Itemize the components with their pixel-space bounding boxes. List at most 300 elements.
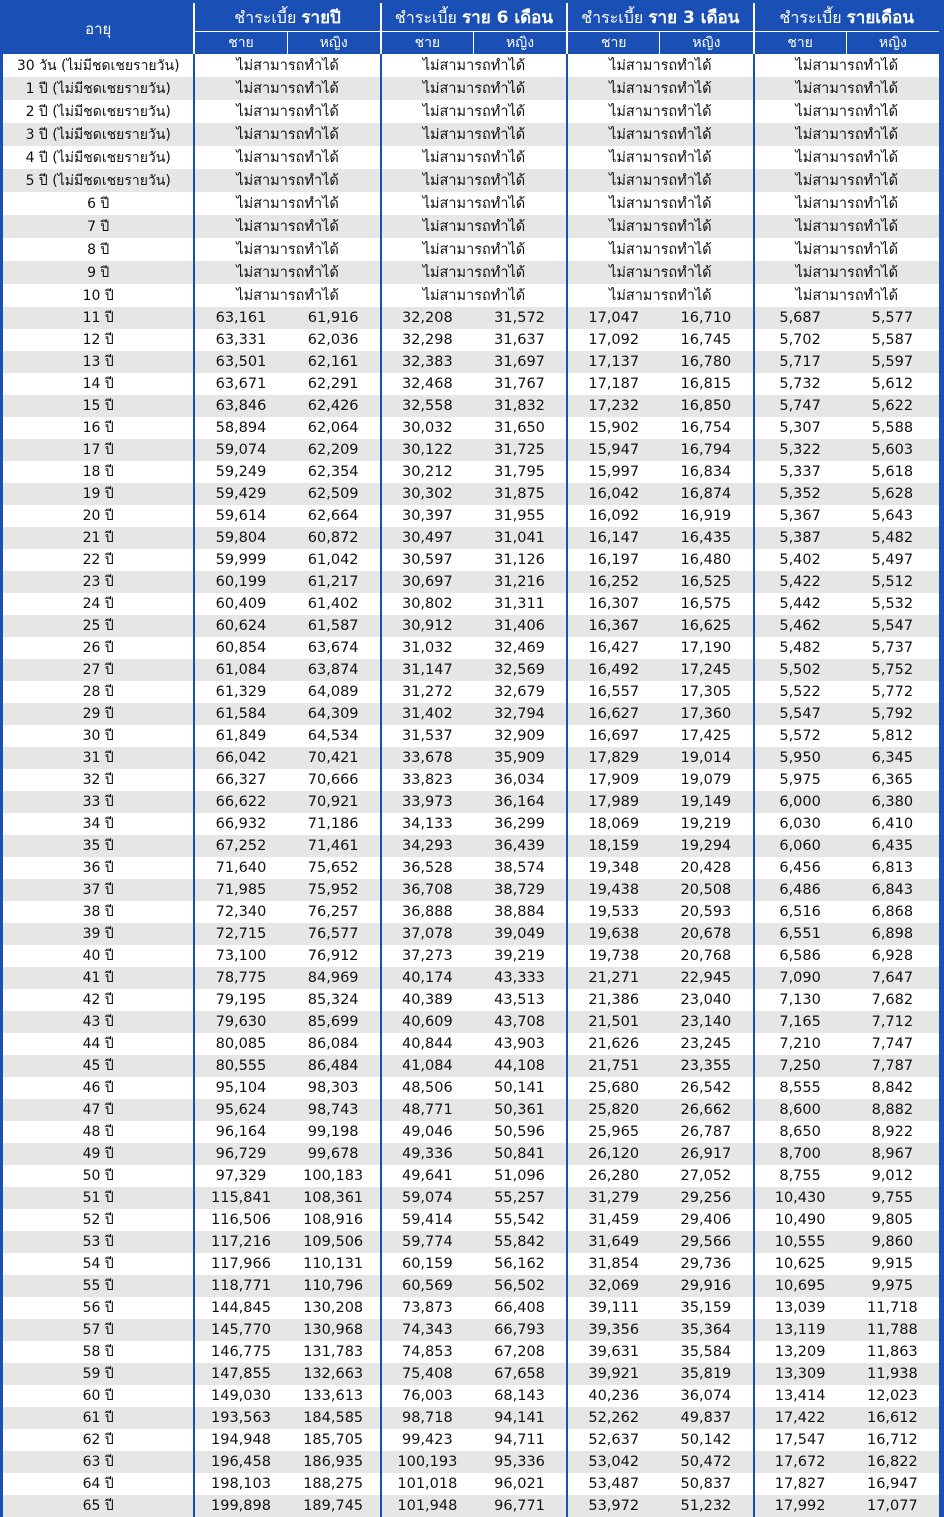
male-premium-cell: 16,492 bbox=[566, 659, 659, 681]
male-premium-cell: 21,626 bbox=[566, 1033, 659, 1055]
age-cell: 64 ปี bbox=[3, 1473, 193, 1495]
male-premium-cell: 95,104 bbox=[193, 1077, 286, 1099]
female-premium-cell: 43,333 bbox=[473, 967, 566, 989]
female-premium-cell: 31,650 bbox=[473, 417, 566, 439]
female-premium-cell: 26,787 bbox=[659, 1121, 752, 1143]
male-premium-cell: 5,402 bbox=[753, 549, 846, 571]
male-premium-cell: 61,584 bbox=[193, 703, 286, 725]
male-premium-cell: 30,397 bbox=[380, 505, 473, 527]
male-premium-cell: 30,302 bbox=[380, 483, 473, 505]
not-available-cell: ไม่สามารถทำได้ bbox=[380, 284, 566, 307]
age-cell: 14 ปี bbox=[3, 373, 193, 395]
table-row bbox=[3, 1033, 939, 1055]
male-premium-cell: 115,841 bbox=[193, 1187, 286, 1209]
age-cell: 21 ปี bbox=[3, 527, 193, 549]
age-cell: 44 ปี bbox=[3, 1033, 193, 1055]
male-premium-cell: 31,147 bbox=[380, 659, 473, 681]
male-premium-cell: 31,279 bbox=[566, 1187, 659, 1209]
female-premium-cell: 62,291 bbox=[287, 373, 380, 395]
age-cell: 7 ปี bbox=[3, 215, 193, 238]
female-premium-cell: 32,569 bbox=[473, 659, 566, 681]
female-premium-cell: 11,718 bbox=[846, 1297, 939, 1319]
female-premium-cell: 5,482 bbox=[846, 527, 939, 549]
age-cell: 12 ปี bbox=[3, 329, 193, 351]
female-premium-cell: 62,509 bbox=[287, 483, 380, 505]
male-premium-cell: 116,506 bbox=[193, 1209, 286, 1231]
table-body bbox=[3, 54, 939, 1517]
female-premium-cell: 38,574 bbox=[473, 857, 566, 879]
table-row bbox=[3, 417, 939, 439]
age-cell: 20 ปี bbox=[3, 505, 193, 527]
female-premium-cell: 94,141 bbox=[473, 1407, 566, 1429]
female-premium-cell: 16,754 bbox=[659, 417, 752, 439]
male-premium-cell: 36,528 bbox=[380, 857, 473, 879]
table-row bbox=[3, 1187, 939, 1209]
male-premium-cell: 17,992 bbox=[753, 1495, 846, 1517]
male-premium-cell: 79,630 bbox=[193, 1011, 286, 1033]
male-premium-cell: 13,119 bbox=[753, 1319, 846, 1341]
male-premium-cell: 74,343 bbox=[380, 1319, 473, 1341]
male-premium-cell: 5,547 bbox=[753, 703, 846, 725]
female-premium-cell: 6,898 bbox=[846, 923, 939, 945]
male-premium-cell: 80,555 bbox=[193, 1055, 286, 1077]
age-cell: 24 ปี bbox=[3, 593, 193, 615]
age-cell: 43 ปี bbox=[3, 1011, 193, 1033]
male-premium-cell: 99,423 bbox=[380, 1429, 473, 1451]
table-row bbox=[3, 77, 939, 100]
female-premium-cell: 130,208 bbox=[287, 1297, 380, 1319]
female-premium-cell: 26,917 bbox=[659, 1143, 752, 1165]
age-cell: 17 ปี bbox=[3, 439, 193, 461]
male-premium-cell: 19,438 bbox=[566, 879, 659, 901]
age-cell: 45 ปี bbox=[3, 1055, 193, 1077]
female-premium-cell: 110,131 bbox=[287, 1253, 380, 1275]
male-premium-cell: 60,159 bbox=[380, 1253, 473, 1275]
male-premium-cell: 17,232 bbox=[566, 395, 659, 417]
not-available-cell: ไม่สามารถทำได้ bbox=[566, 100, 752, 123]
not-available-cell: ไม่สามารถทำได้ bbox=[753, 77, 939, 100]
age-cell: 50 ปี bbox=[3, 1165, 193, 1187]
male-premium-cell: 16,627 bbox=[566, 703, 659, 725]
female-premium-cell: 5,512 bbox=[846, 571, 939, 593]
female-premium-cell: 17,245 bbox=[659, 659, 752, 681]
pay-prefix: ชำระเบี้ย bbox=[394, 7, 457, 27]
female-premium-cell: 50,472 bbox=[659, 1451, 752, 1473]
male-premium-cell: 40,389 bbox=[380, 989, 473, 1011]
table-row bbox=[3, 215, 939, 238]
table-row bbox=[3, 307, 939, 329]
male-premium-cell: 101,018 bbox=[380, 1473, 473, 1495]
female-premium-cell: 66,793 bbox=[473, 1319, 566, 1341]
female-premium-cell: 6,843 bbox=[846, 879, 939, 901]
male-premium-cell: 19,348 bbox=[566, 857, 659, 879]
male-premium-cell: 60,199 bbox=[193, 571, 286, 593]
female-premium-cell: 75,952 bbox=[287, 879, 380, 901]
male-premium-cell: 80,085 bbox=[193, 1033, 286, 1055]
female-premium-cell: 50,841 bbox=[473, 1143, 566, 1165]
female-premium-cell: 70,921 bbox=[287, 791, 380, 813]
age-cell: 11 ปี bbox=[3, 307, 193, 329]
female-premium-cell: 6,345 bbox=[846, 747, 939, 769]
male-premium-cell: 59,429 bbox=[193, 483, 286, 505]
male-premium-cell: 5,502 bbox=[753, 659, 846, 681]
female-premium-cell: 16,612 bbox=[846, 1407, 939, 1429]
not-available-cell: ไม่สามารถทำได้ bbox=[193, 238, 379, 261]
male-premium-cell: 6,516 bbox=[753, 901, 846, 923]
male-premium-cell: 53,487 bbox=[566, 1473, 659, 1495]
female-premium-cell: 17,360 bbox=[659, 703, 752, 725]
male-premium-cell: 6,030 bbox=[753, 813, 846, 835]
female-premium-cell: 9,975 bbox=[846, 1275, 939, 1297]
age-cell: 42 ปี bbox=[3, 989, 193, 1011]
table-row bbox=[3, 703, 939, 725]
male-premium-cell: 21,751 bbox=[566, 1055, 659, 1077]
male-premium-cell: 17,909 bbox=[566, 769, 659, 791]
female-premium-cell: 5,772 bbox=[846, 681, 939, 703]
age-cell: 41 ปี bbox=[3, 967, 193, 989]
age-cell: 49 ปี bbox=[3, 1143, 193, 1165]
female-premium-cell: 16,815 bbox=[659, 373, 752, 395]
table-row bbox=[3, 857, 939, 879]
table-row bbox=[3, 1429, 939, 1451]
male-premium-cell: 31,272 bbox=[380, 681, 473, 703]
female-premium-cell: 108,361 bbox=[287, 1187, 380, 1209]
age-cell: 13 ปี bbox=[3, 351, 193, 373]
table-row bbox=[3, 238, 939, 261]
male-premium-cell: 7,165 bbox=[753, 1011, 846, 1033]
table-header bbox=[3, 3, 939, 54]
female-premium-cell: 16,710 bbox=[659, 307, 752, 329]
male-premium-cell: 19,533 bbox=[566, 901, 659, 923]
female-premium-cell: 62,209 bbox=[287, 439, 380, 461]
male-premium-cell: 21,271 bbox=[566, 967, 659, 989]
table-row bbox=[3, 1253, 939, 1275]
male-premium-cell: 61,084 bbox=[193, 659, 286, 681]
table-row bbox=[3, 637, 939, 659]
male-premium-cell: 73,873 bbox=[380, 1297, 473, 1319]
age-cell: 37 ปี bbox=[3, 879, 193, 901]
female-premium-cell: 31,311 bbox=[473, 593, 566, 615]
male-premium-cell: 6,456 bbox=[753, 857, 846, 879]
female-premium-cell: 71,186 bbox=[287, 813, 380, 835]
female-premium-cell: 95,336 bbox=[473, 1451, 566, 1473]
male-premium-cell: 25,680 bbox=[566, 1077, 659, 1099]
male-premium-cell: 8,650 bbox=[753, 1121, 846, 1143]
female-premium-cell: 63,674 bbox=[287, 637, 380, 659]
male-premium-cell: 66,327 bbox=[193, 769, 286, 791]
female-premium-cell: 5,597 bbox=[846, 351, 939, 373]
female-premium-cell: 61,042 bbox=[287, 549, 380, 571]
male-premium-cell: 16,197 bbox=[566, 549, 659, 571]
table-row bbox=[3, 1231, 939, 1253]
female-premium-cell: 19,014 bbox=[659, 747, 752, 769]
table-row bbox=[3, 461, 939, 483]
age-cell: 61 ปี bbox=[3, 1407, 193, 1429]
female-premium-cell: 9,915 bbox=[846, 1253, 939, 1275]
group-header-quarterly bbox=[566, 3, 752, 32]
male-premium-cell: 97,329 bbox=[193, 1165, 286, 1187]
male-premium-cell: 49,336 bbox=[380, 1143, 473, 1165]
group-header-semiannual bbox=[380, 3, 566, 32]
female-premium-cell: 11,863 bbox=[846, 1341, 939, 1363]
female-premium-cell: 55,542 bbox=[473, 1209, 566, 1231]
not-available-cell: ไม่สามารถทำได้ bbox=[566, 146, 752, 169]
male-premium-cell: 30,697 bbox=[380, 571, 473, 593]
table-row bbox=[3, 1011, 939, 1033]
table-row bbox=[3, 593, 939, 615]
male-premium-cell: 71,985 bbox=[193, 879, 286, 901]
female-premium-cell: 20,768 bbox=[659, 945, 752, 967]
female-premium-cell: 5,643 bbox=[846, 505, 939, 527]
female-premium-cell: 31,955 bbox=[473, 505, 566, 527]
age-cell: 51 ปี bbox=[3, 1187, 193, 1209]
age-cell: 8 ปี bbox=[3, 238, 193, 261]
male-premium-cell: 198,103 bbox=[193, 1473, 286, 1495]
male-premium-cell: 17,547 bbox=[753, 1429, 846, 1451]
male-premium-cell: 52,262 bbox=[566, 1407, 659, 1429]
age-cell: 2 ปี (ไม่มีชดเชยรายวัน) bbox=[3, 100, 193, 123]
female-premium-cell: 32,469 bbox=[473, 637, 566, 659]
female-premium-cell: 9,805 bbox=[846, 1209, 939, 1231]
age-cell: 36 ปี bbox=[3, 857, 193, 879]
group-header-annual bbox=[193, 3, 379, 32]
male-premium-cell: 8,600 bbox=[753, 1099, 846, 1121]
male-premium-cell: 32,069 bbox=[566, 1275, 659, 1297]
table-row bbox=[3, 725, 939, 747]
table-row bbox=[3, 1055, 939, 1077]
male-premium-cell: 101,948 bbox=[380, 1495, 473, 1517]
male-premium-cell: 17,092 bbox=[566, 329, 659, 351]
male-premium-cell: 5,387 bbox=[753, 527, 846, 549]
not-available-cell: ไม่สามารถทำได้ bbox=[380, 215, 566, 238]
male-premium-cell: 5,687 bbox=[753, 307, 846, 329]
female-premium-cell: 32,679 bbox=[473, 681, 566, 703]
male-premium-cell: 10,555 bbox=[753, 1231, 846, 1253]
not-available-cell: ไม่สามารถทำได้ bbox=[566, 123, 752, 146]
male-premium-cell: 145,770 bbox=[193, 1319, 286, 1341]
female-premium-cell: 67,208 bbox=[473, 1341, 566, 1363]
female-premium-cell: 17,190 bbox=[659, 637, 752, 659]
female-premium-cell: 20,678 bbox=[659, 923, 752, 945]
male-premium-cell: 30,597 bbox=[380, 549, 473, 571]
female-premium-cell: 5,737 bbox=[846, 637, 939, 659]
male-header: ชาย bbox=[753, 32, 846, 54]
female-premium-cell: 5,618 bbox=[846, 461, 939, 483]
male-premium-cell: 26,120 bbox=[566, 1143, 659, 1165]
group-header-monthly bbox=[753, 3, 939, 32]
female-premium-cell: 31,126 bbox=[473, 549, 566, 571]
table-row bbox=[3, 505, 939, 527]
male-premium-cell: 30,497 bbox=[380, 527, 473, 549]
female-premium-cell: 68,143 bbox=[473, 1385, 566, 1407]
male-premium-cell: 30,802 bbox=[380, 593, 473, 615]
male-premium-cell: 76,003 bbox=[380, 1385, 473, 1407]
male-premium-cell: 33,823 bbox=[380, 769, 473, 791]
not-available-cell: ไม่สามารถทำได้ bbox=[753, 123, 939, 146]
male-premium-cell: 17,827 bbox=[753, 1473, 846, 1495]
male-premium-cell: 13,309 bbox=[753, 1363, 846, 1385]
pay-prefix: ชำระเบี้ย bbox=[581, 7, 644, 27]
female-premium-cell: 35,159 bbox=[659, 1297, 752, 1319]
female-premium-cell: 9,012 bbox=[846, 1165, 939, 1187]
age-cell: 53 ปี bbox=[3, 1231, 193, 1253]
male-premium-cell: 7,250 bbox=[753, 1055, 846, 1077]
female-premium-cell: 31,697 bbox=[473, 351, 566, 373]
age-cell: 27 ปี bbox=[3, 659, 193, 681]
male-premium-cell: 5,442 bbox=[753, 593, 846, 615]
female-header: หญิง bbox=[473, 32, 566, 54]
female-premium-cell: 16,947 bbox=[846, 1473, 939, 1495]
male-premium-cell: 5,732 bbox=[753, 373, 846, 395]
male-premium-cell: 16,697 bbox=[566, 725, 659, 747]
male-premium-cell: 199,898 bbox=[193, 1495, 286, 1517]
male-premium-cell: 39,356 bbox=[566, 1319, 659, 1341]
female-premium-cell: 5,628 bbox=[846, 483, 939, 505]
table-row bbox=[3, 1165, 939, 1187]
female-premium-cell: 23,140 bbox=[659, 1011, 752, 1033]
female-premium-cell: 63,874 bbox=[287, 659, 380, 681]
table-row bbox=[3, 261, 939, 284]
female-premium-cell: 56,502 bbox=[473, 1275, 566, 1297]
male-premium-cell: 16,427 bbox=[566, 637, 659, 659]
table-row bbox=[3, 54, 939, 77]
age-cell: 4 ปี (ไม่มีชดเชยรายวัน) bbox=[3, 146, 193, 169]
male-premium-cell: 40,174 bbox=[380, 967, 473, 989]
male-premium-cell: 8,700 bbox=[753, 1143, 846, 1165]
age-cell: 56 ปี bbox=[3, 1297, 193, 1319]
male-premium-cell: 10,625 bbox=[753, 1253, 846, 1275]
female-premium-cell: 31,875 bbox=[473, 483, 566, 505]
not-available-cell: ไม่สามารถทำได้ bbox=[566, 54, 752, 77]
male-premium-cell: 5,950 bbox=[753, 747, 846, 769]
table-row bbox=[3, 1143, 939, 1165]
female-premium-cell: 31,406 bbox=[473, 615, 566, 637]
male-premium-cell: 10,695 bbox=[753, 1275, 846, 1297]
male-premium-cell: 5,422 bbox=[753, 571, 846, 593]
female-premium-cell: 62,664 bbox=[287, 505, 380, 527]
male-premium-cell: 73,100 bbox=[193, 945, 286, 967]
female-premium-cell: 50,142 bbox=[659, 1429, 752, 1451]
female-premium-cell: 5,497 bbox=[846, 549, 939, 571]
male-premium-cell: 17,047 bbox=[566, 307, 659, 329]
female-premium-cell: 31,216 bbox=[473, 571, 566, 593]
male-premium-cell: 5,307 bbox=[753, 417, 846, 439]
male-premium-cell: 10,430 bbox=[753, 1187, 846, 1209]
table-row bbox=[3, 483, 939, 505]
male-premium-cell: 74,853 bbox=[380, 1341, 473, 1363]
table-row bbox=[3, 1407, 939, 1429]
age-cell: 19 ปี bbox=[3, 483, 193, 505]
male-premium-cell: 5,322 bbox=[753, 439, 846, 461]
male-premium-cell: 98,718 bbox=[380, 1407, 473, 1429]
female-premium-cell: 16,525 bbox=[659, 571, 752, 593]
male-premium-cell: 6,060 bbox=[753, 835, 846, 857]
male-premium-cell: 34,293 bbox=[380, 835, 473, 857]
table-row bbox=[3, 923, 939, 945]
age-cell: 10 ปี bbox=[3, 284, 193, 307]
not-available-cell: ไม่สามารถทำได้ bbox=[753, 169, 939, 192]
female-premium-cell: 8,842 bbox=[846, 1077, 939, 1099]
female-premium-cell: 29,566 bbox=[659, 1231, 752, 1253]
male-premium-cell: 79,195 bbox=[193, 989, 286, 1011]
table-row bbox=[3, 1363, 939, 1385]
age-cell: 32 ปี bbox=[3, 769, 193, 791]
male-premium-cell: 53,042 bbox=[566, 1451, 659, 1473]
male-premium-cell: 17,137 bbox=[566, 351, 659, 373]
table-row bbox=[3, 1385, 939, 1407]
not-available-cell: ไม่สามารถทำได้ bbox=[753, 100, 939, 123]
age-cell: 40 ปี bbox=[3, 945, 193, 967]
table-row bbox=[3, 1341, 939, 1363]
male-premium-cell: 30,032 bbox=[380, 417, 473, 439]
female-premium-cell: 131,783 bbox=[287, 1341, 380, 1363]
not-available-cell: ไม่สามารถทำได้ bbox=[193, 284, 379, 307]
male-premium-cell: 117,966 bbox=[193, 1253, 286, 1275]
female-premium-cell: 184,585 bbox=[287, 1407, 380, 1429]
age-cell: 25 ปี bbox=[3, 615, 193, 637]
male-premium-cell: 21,386 bbox=[566, 989, 659, 1011]
female-premium-cell: 11,788 bbox=[846, 1319, 939, 1341]
table-row bbox=[3, 1495, 939, 1517]
female-premium-cell: 51,096 bbox=[473, 1165, 566, 1187]
not-available-cell: ไม่สามารถทำได้ bbox=[193, 100, 379, 123]
female-premium-cell: 19,079 bbox=[659, 769, 752, 791]
female-premium-cell: 5,812 bbox=[846, 725, 939, 747]
female-premium-cell: 60,872 bbox=[287, 527, 380, 549]
male-premium-cell: 49,641 bbox=[380, 1165, 473, 1187]
table-row bbox=[3, 967, 939, 989]
table-row bbox=[3, 769, 939, 791]
not-available-cell: ไม่สามารถทำได้ bbox=[380, 54, 566, 77]
female-premium-cell: 20,508 bbox=[659, 879, 752, 901]
female-premium-cell: 6,435 bbox=[846, 835, 939, 857]
female-premium-cell: 94,711 bbox=[473, 1429, 566, 1451]
female-premium-cell: 133,613 bbox=[287, 1385, 380, 1407]
female-premium-cell: 5,587 bbox=[846, 329, 939, 351]
female-premium-cell: 27,052 bbox=[659, 1165, 752, 1187]
female-premium-cell: 22,945 bbox=[659, 967, 752, 989]
female-premium-cell: 20,428 bbox=[659, 857, 752, 879]
table-row bbox=[3, 1209, 939, 1231]
male-premium-cell: 31,854 bbox=[566, 1253, 659, 1275]
male-premium-cell: 16,042 bbox=[566, 483, 659, 505]
female-premium-cell: 110,796 bbox=[287, 1275, 380, 1297]
male-premium-cell: 72,340 bbox=[193, 901, 286, 923]
female-premium-cell: 7,682 bbox=[846, 989, 939, 1011]
male-premium-cell: 6,000 bbox=[753, 791, 846, 813]
male-premium-cell: 31,649 bbox=[566, 1231, 659, 1253]
male-premium-cell: 71,640 bbox=[193, 857, 286, 879]
male-premium-cell: 5,975 bbox=[753, 769, 846, 791]
male-premium-cell: 17,989 bbox=[566, 791, 659, 813]
table-row bbox=[3, 100, 939, 123]
male-premium-cell: 100,193 bbox=[380, 1451, 473, 1473]
male-premium-cell: 25,820 bbox=[566, 1099, 659, 1121]
male-premium-cell: 5,482 bbox=[753, 637, 846, 659]
table-row bbox=[3, 571, 939, 593]
male-premium-cell: 59,249 bbox=[193, 461, 286, 483]
female-premium-cell: 36,074 bbox=[659, 1385, 752, 1407]
female-premium-cell: 96,021 bbox=[473, 1473, 566, 1495]
age-cell: 30 วัน (ไม่มีชดเชยรายวัน) bbox=[3, 54, 193, 77]
female-premium-cell: 16,625 bbox=[659, 615, 752, 637]
female-premium-cell: 98,303 bbox=[287, 1077, 380, 1099]
male-premium-cell: 60,409 bbox=[193, 593, 286, 615]
female-premium-cell: 16,919 bbox=[659, 505, 752, 527]
female-premium-cell: 6,410 bbox=[846, 813, 939, 835]
age-cell: 54 ปี bbox=[3, 1253, 193, 1275]
male-premium-cell: 6,551 bbox=[753, 923, 846, 945]
